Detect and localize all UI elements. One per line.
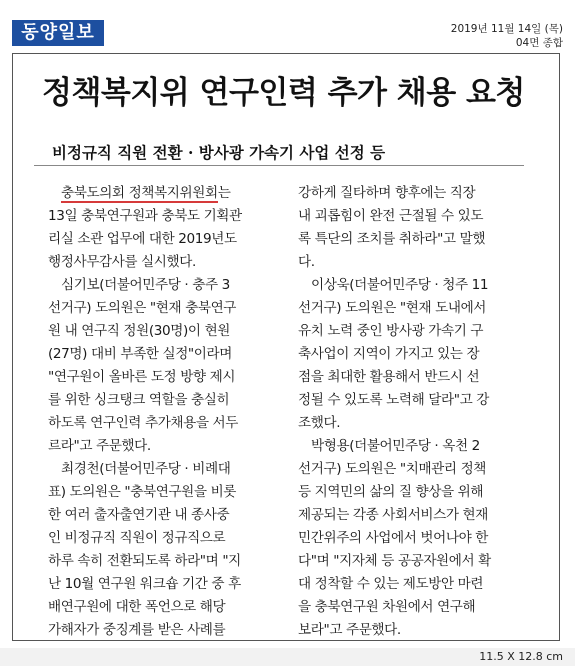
article-line: 심기보(더불어민주당 · 충주 3 [61, 277, 230, 293]
article-line: 점을 최대한 활용해서 반드시 선 [298, 369, 480, 385]
article-line: 난 10월 연구원 워크숍 기간 중 후 [48, 576, 241, 592]
article-headline: 정책복지위 연구인력 추가 채용 요청 [42, 75, 525, 111]
article-line: 원 내 연구직 정원(30명)이 현원 [48, 323, 231, 339]
article-line: 선거구) 도의원은 "치매관리 정책 [298, 461, 487, 477]
article-line: 한 여러 출자출연기관 내 종사중 [48, 507, 230, 523]
article-line: 하루 속히 전환되도록 하라"며 "지 [48, 553, 241, 569]
article-line: 민간위주의 사업에서 벗어나야 한 [298, 530, 489, 546]
article-line: 제공되는 각종 사회서비스가 현재 [298, 507, 489, 523]
issue-date: 2019년 11월 14일 (목) [450, 23, 563, 35]
issue-info [451, 22, 563, 50]
article-line: 배연구원에 대한 폭언으로 해당 [48, 599, 226, 615]
article-column-left [48, 182, 278, 642]
article-line: 강하게 질타하며 향후에는 직장 [298, 185, 476, 201]
article-line: 를 위한 싱크탱크 역할을 충실히 [48, 392, 230, 408]
article-subheadline: 비정규직 직원 전환 · 방사광 가속기 사업 선정 등 [52, 143, 386, 162]
article-line [48, 182, 278, 205]
article-line: 선거구) 도의원은 "현재 도내에서 [298, 300, 487, 316]
article-line: 록 특단의 조치를 취하라"고 말했 [298, 231, 486, 247]
article-line: 가해자가 중징계를 받은 사례를 [48, 622, 226, 638]
article-line: 리실 소관 업무에 대한 2019년도 [48, 231, 237, 247]
article-line: 13일 충북연구원과 충북도 기획관 [48, 208, 242, 224]
article-line: 르라"고 주문했다. [48, 438, 151, 454]
article-line: 이상욱(더불어민주당 · 청주 11 [311, 277, 489, 293]
article-line: 정될 수 있도록 노력해 달라"고 강 [298, 392, 489, 408]
article-line: 다. [298, 254, 315, 270]
article-line: 다"며 "지자체 등 공공자원에서 확 [298, 553, 491, 569]
article-line: 최경천(더불어민주당 · 비례대 [61, 461, 231, 477]
article-line: 표) 도의원은 "충북연구원을 비롯 [48, 484, 237, 500]
divider [34, 165, 524, 166]
article-column-right [298, 182, 528, 642]
article-line: 박형용(더불어민주당 · 옥천 2 [311, 438, 480, 454]
article-line: 을 충북연구원 차원에서 연구해 [298, 599, 476, 615]
article-line: (27명) 대비 부족한 실정"이라며 [48, 346, 232, 362]
clipping-size: 11.5 X 12.8 cm [479, 650, 563, 663]
newspaper-logo: 동양일보 [12, 20, 104, 46]
article-line: 조했다. [298, 415, 341, 431]
article-line: 인 비정규직 직원이 정규직으로 [48, 530, 226, 546]
page-number: 04면 종합 [515, 37, 563, 49]
article-line: 보라"고 주문했다. [298, 622, 401, 638]
article-line: 선거구) 도의원은 "현재 충북연구 [48, 300, 237, 316]
article-line: 등 지역민의 삶의 질 향상을 위해 [298, 484, 484, 500]
article-line: 대 정착할 수 있는 제도방안 마련 [298, 576, 484, 592]
article-line: 하도록 연구인력 추가채용을 서두 [48, 415, 239, 431]
article-line: 축사업이 지역이 가지고 있는 장 [298, 346, 480, 362]
article-line: 행정사무감사를 실시했다. [48, 254, 196, 270]
article-line: 유치 노력 중인 방사광 가속기 구 [298, 323, 484, 339]
highlighted-text: 충북도의회 정책복지위원회 [61, 185, 218, 201]
article-line: 내 괴롭힘이 완전 근절될 수 있도 [298, 208, 484, 224]
article-line: "연구원이 올바른 도정 방향 제시 [48, 369, 236, 385]
article-text: 는 [217, 185, 231, 201]
